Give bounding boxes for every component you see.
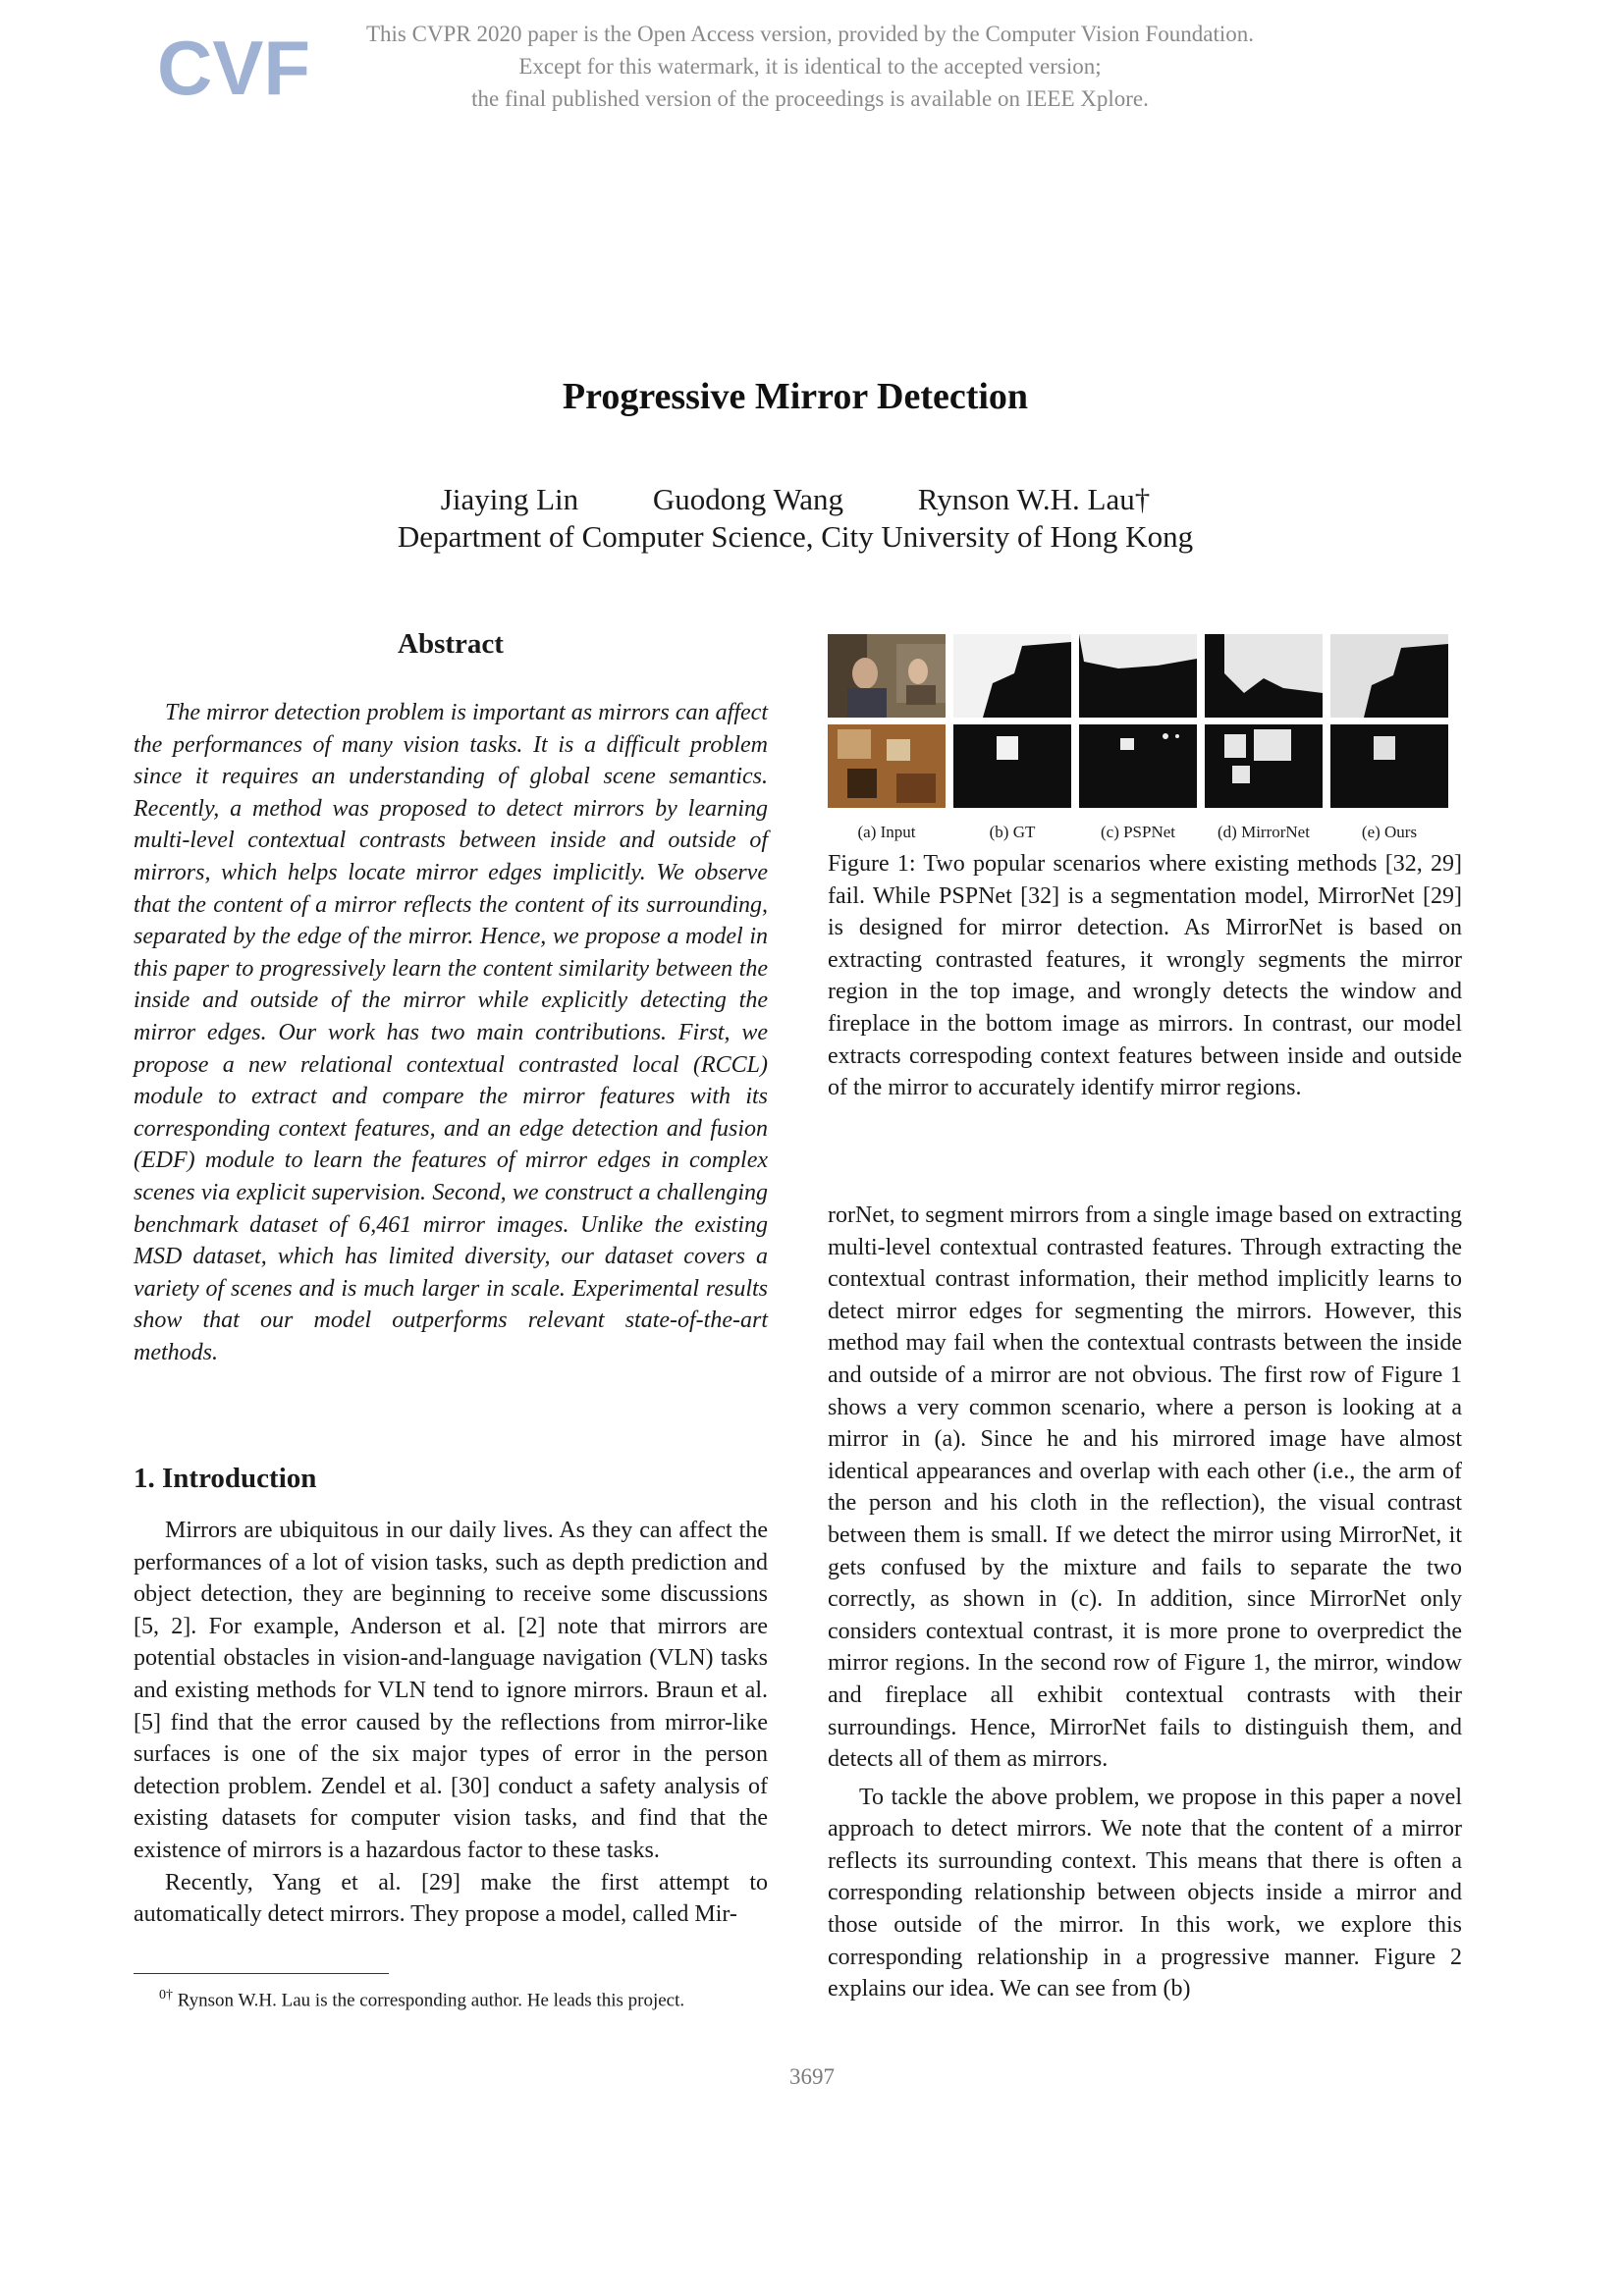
introduction-body — [134, 1515, 768, 1931]
abstract-heading: Abstract — [398, 628, 504, 660]
figure-caption-text: Figure 1: Two popular scenarios where existing methods [32, 29] fail. While PSPNet [32] is a segmentation model, MirrorNet [29] is designed for mirror detection. As MirrorNet is based on extracting contrasted features, it wrongly segments the mirror region in the top image, and wrongly detects the window and fireplace in the bottom image as mirrors. In contrast, our model extracts correspoding context features between inside and outside of the mirror to accurately identify mirror regions. — [828, 851, 1462, 1101]
author-name: Rynson W.H. Lau† — [917, 482, 1151, 516]
watermark-line-1: This CVPR 2020 paper is the Open Access version, provided by the Computer Vision Foundation. — [365, 22, 1255, 46]
figure-ours-mask-bottom — [1330, 724, 1448, 808]
subcaption-mirrornet: (d) MirrorNet — [1218, 823, 1310, 841]
right-paragraph-2: To tackle the above problem, we propose in this paper a novel approach to detect mirrors. We note that the content of a mirror reflects its surrounding context. This means that there is often a corresponding relationship between objects inside a mirror and those outside of the mirror. In this work, we explore this corresponding relationship in a progressive manner. Figure 2 explains our idea. We can see from (b) — [828, 1784, 1462, 2002]
page-number: 3697 — [789, 2064, 835, 2089]
figure-1-caption — [828, 848, 1462, 1104]
cvf-logo-text: CVF — [157, 25, 310, 111]
footnote — [134, 1983, 768, 2013]
introduction-heading: 1. Introduction — [134, 1463, 317, 1494]
cvf-logo — [157, 24, 310, 112]
watermark-line-2: Except for this watermark, it is identical to the accepted version; — [518, 54, 1102, 79]
figure-gt-mask-bottom — [953, 724, 1071, 808]
subcaption-ours: (e) Ours — [1361, 823, 1418, 841]
watermark-line-3: the final published version of the proceedings is available on IEEE Xplore. — [471, 86, 1149, 111]
subcaption-pspnet: (c) PSPNet — [1100, 823, 1176, 841]
paper-title: Progressive Mirror Detection — [562, 376, 1029, 417]
author-block — [0, 481, 1591, 556]
open-access-watermark — [295, 18, 1326, 115]
figure-subcaptions — [828, 823, 1456, 846]
author-name: Jiaying Lin — [440, 482, 579, 516]
figure-gt-mask-top — [953, 634, 1071, 718]
figure-input-image-bottom — [828, 724, 946, 808]
author-affiliation: Department of Computer Science, City University of Hong Kong — [397, 519, 1194, 554]
figure-ours-mask-top — [1330, 634, 1448, 718]
figure-pspnet-mask-bottom — [1079, 724, 1197, 808]
right-paragraph-1: rorNet, to segment mirrors from a single image based on extracting multi-level contextual contrasted features. Through extracting the contextual contrast information, their method implicitly learns to detect mirror edges for segmenting the mirrors. However, this method may fail when the contextual contrasts between the inside and outside of a mirror are not obvious. The first row of Figure 1 shows a very common scenario, where a person is looking at a mirror in (a). Since he and his mirrored image have almost identical appearances and overlap with each other (i.e., the arm of the person and his cloth in the reflection), the visual contrast between them is small. If we detect the mirror using MirrorNet, it gets confused by the mixture and fails to separate the two correctly, as shown in (c). In addition, since MirrorNet only considers contextual contrast, it is more prone to overpredict the mirror regions. In the second row of Figure 1, the mirror, window and fireplace all exhibit contextual contrasts with their surroundings. Hence, MirrorNet fails to distinguish them, and detects all of them as mirrors. — [828, 1202, 1462, 1773]
intro-paragraph-1: Mirrors are ubiquitous in our daily lives. As they can affect the performances of a lot of vision tasks, such as depth prediction and object detection, they are beginning to receive some discussions [5, 2]. For example, Anderson et al. [2] note that mirrors are potential obstacles in vision-and-language navigation (VLN) tasks and existing methods for VLN tend to ignore mirrors. Braun et al. [5] find that the error caused by the reflections from mirror-like surfaces is one of the six major types of error in the person detection problem. Zendel et al. [30] conduct a safety analysis of existing datasets for computer vision tasks, and find that the existence of mirrors is a hazardous factor to these tasks. — [134, 1518, 768, 1863]
figure-mirrornet-mask-bottom — [1205, 724, 1323, 808]
abstract-body — [134, 697, 768, 1368]
right-column-body — [828, 1200, 1462, 2005]
footnote-text: Rynson W.H. Lau is the corresponding author. He leads this project. — [177, 1990, 685, 2011]
figure-mirrornet-mask-top — [1205, 634, 1323, 718]
intro-paragraph-2: Recently, Yang et al. [29] make the first attempt to automatically detect mirrors. They propose a model, called Mir- — [134, 1869, 768, 1928]
abstract-text: The mirror detection problem is important as mirrors can affect the performances of many vision tasks. It is a difficult problem since it requires an understanding of global scene semantics. Recently, a method was proposed to detect mirrors by learning multi-level contextual contrasts between inside and outside of mirrors, which helps locate mirror edges implicitly. We observe that the content of a mirror reflects the content of its surrounding, separated by the edge of the mirror. Hence, we propose a model in this paper to progressively learn the content similarity between the inside and outside of the mirror while explicitly detecting the mirror edges. Our work has two main contributions. First, we propose a new relational contextual contrasted local (RCCL) module to extract and compare the mirror features with its corresponding context features, and an edge detection and fusion (EDF) module to learn the features of mirror edges in complex scenes via explicit supervision. Second, we construct a challenging benchmark dataset of 6,461 mirror images. Unlike the existing MSD dataset, which has limited diversity, our dataset covers a variety of scenes and is much larger in scale. Experimental results show that our model outperforms relevant state-of-the-art methods. — [134, 700, 768, 1365]
footnote-mark: 0† — [159, 1988, 173, 2002]
footnote-rule — [134, 1973, 389, 1974]
subcaption-gt: (b) GT — [989, 823, 1036, 841]
figure-1-grid — [828, 634, 1456, 806]
author-name: Guodong Wang — [652, 482, 844, 516]
figure-pspnet-mask-top — [1079, 634, 1197, 718]
figure-input-image-top — [828, 634, 946, 718]
subcaption-input: (a) Input — [857, 823, 916, 841]
author-names — [0, 481, 1591, 518]
